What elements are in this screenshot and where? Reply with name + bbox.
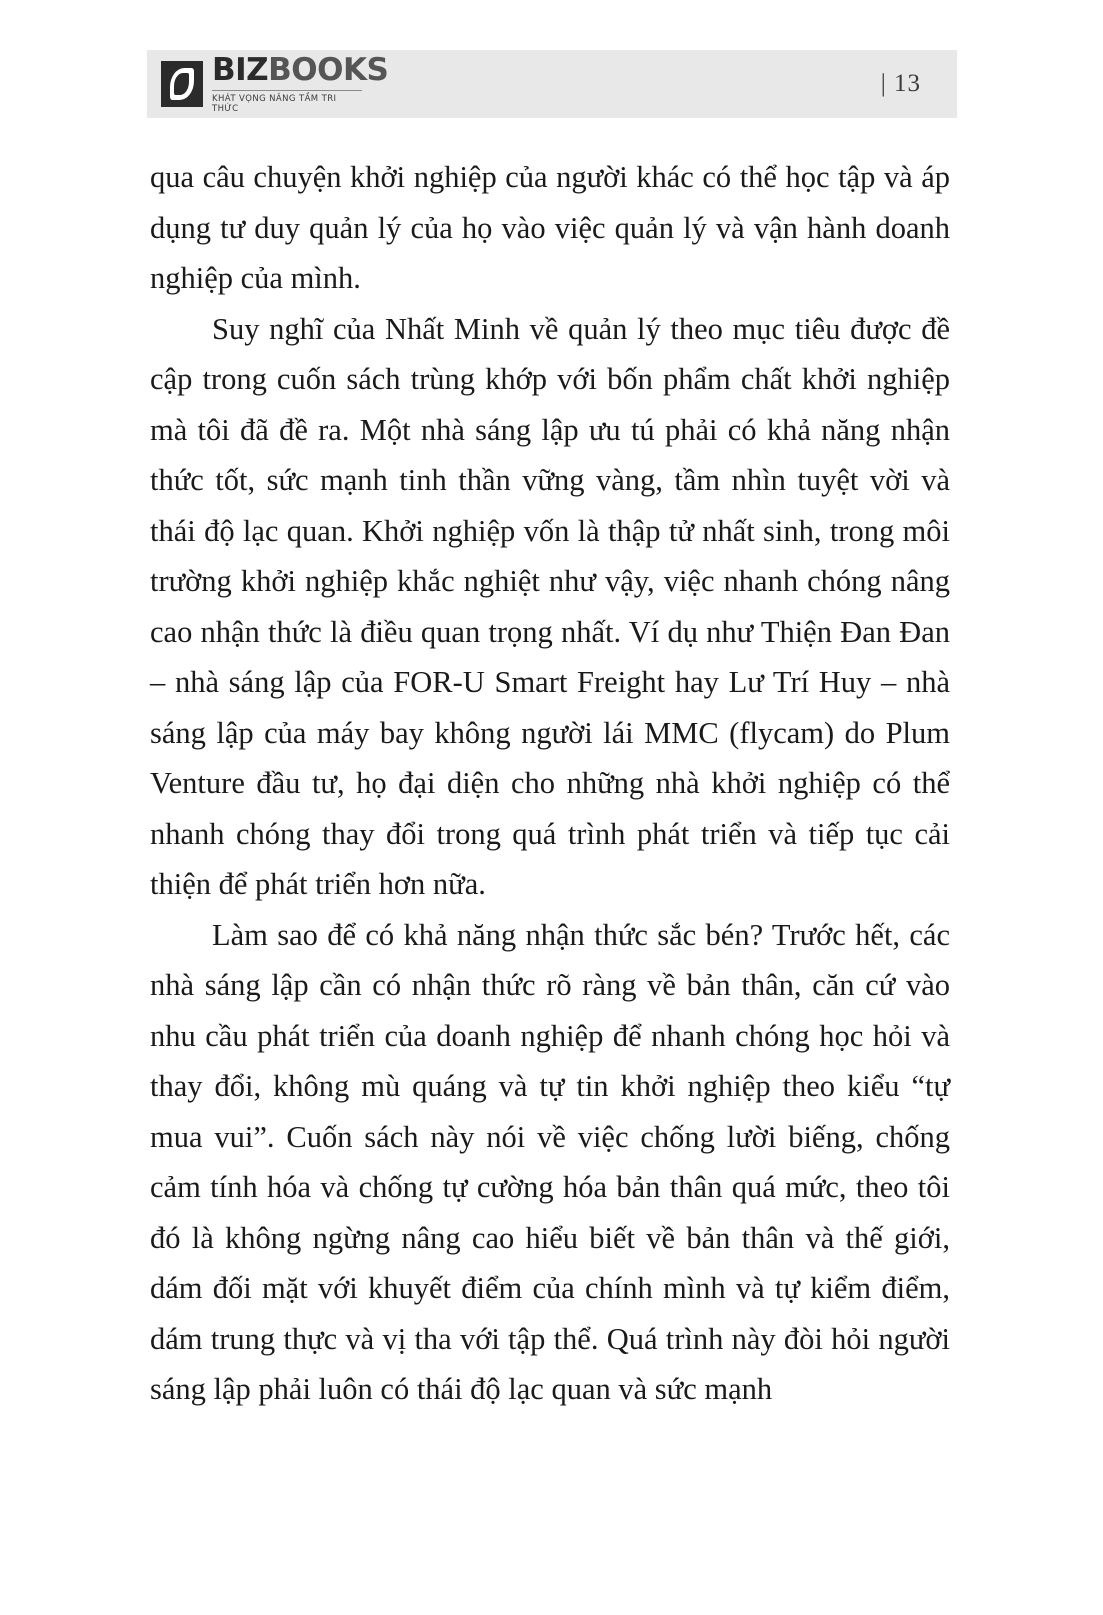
page-number: | 13 — [880, 70, 921, 97]
bizbooks-logo — [161, 51, 389, 114]
logo-word-biz: BIZ — [212, 51, 269, 88]
logo-tagline: KHÁT VỌNG NÂNG TẦM TRI THỨC — [212, 90, 362, 114]
paragraph-2: Suy nghĩ của Nhất Minh về quản lý theo mục tiêu được đề cập trong cuốn sách trùng khớp với bốn phẩm chất khởi nghiệp mà tôi đã đề ra. Một nhà sáng lập ưu tú phải có khả năng nhận thức tốt, sức mạnh tinh thần vững vàng, tầm nhìn tuyệt vời và thái độ lạc quan. Khởi nghiệp vốn là thập tử nhất sinh, trong môi trường khởi nghiệp khắc nghiệt như vậy, việc nhanh chóng nâng cao nhận thức là điều quan trọng nhất. Ví dụ như Thiện Đan Đan – nhà sáng lập của FOR-U Smart Freight hay Lư Trí Huy – nhà sáng lập của máy bay không người lái MMC (flycam) do Plum Venture đầu tư, họ đại diện cho những nhà khởi nghiệp có thể nhanh chóng thay đổi trong quá trình phát triển và tiếp tục cải thiện để phát triển hơn nữa. — [150, 311, 950, 901]
page-body — [150, 152, 950, 1415]
paragraph-3: Làm sao để có khả năng nhận thức sắc bén? Trước hết, các nhà sáng lập cần có nhận thức rõ ràng về bản thân, căn cứ vào nhu cầu phát triển của doanh nghiệp để nhanh chóng học hỏi và thay đổi, không mù quáng và tự tin khởi nghiệp theo kiểu “tự mua vui”. Cuốn sách này nói về việc chống lười biếng, chống cảm tính hóa và chống tự cường hóa bản thân quá mức, theo tôi đó là không ngừng nâng cao hiểu biết về bản thân và thế giới, dám đối mặt với khuyết điểm của chính mình và tự kiểm điểm, dám trung thực và vị tha với tập thể. Quá trình này đòi hỏi người sáng lập phải luôn có thái độ lạc quan và sức mạnh — [150, 917, 950, 1406]
paragraph-1: qua câu chuyện khởi nghiệp của người khác có thể học tập và áp dụng tư duy quản lý của họ vào việc quản lý và vận hành doanh nghiệp của mình. — [150, 160, 950, 295]
page-header — [147, 50, 957, 118]
logo-word-books: BOOKS — [268, 51, 389, 88]
leaf-logo-icon — [161, 61, 203, 107]
logo-text — [212, 51, 389, 114]
logo-wordmark — [212, 51, 389, 88]
